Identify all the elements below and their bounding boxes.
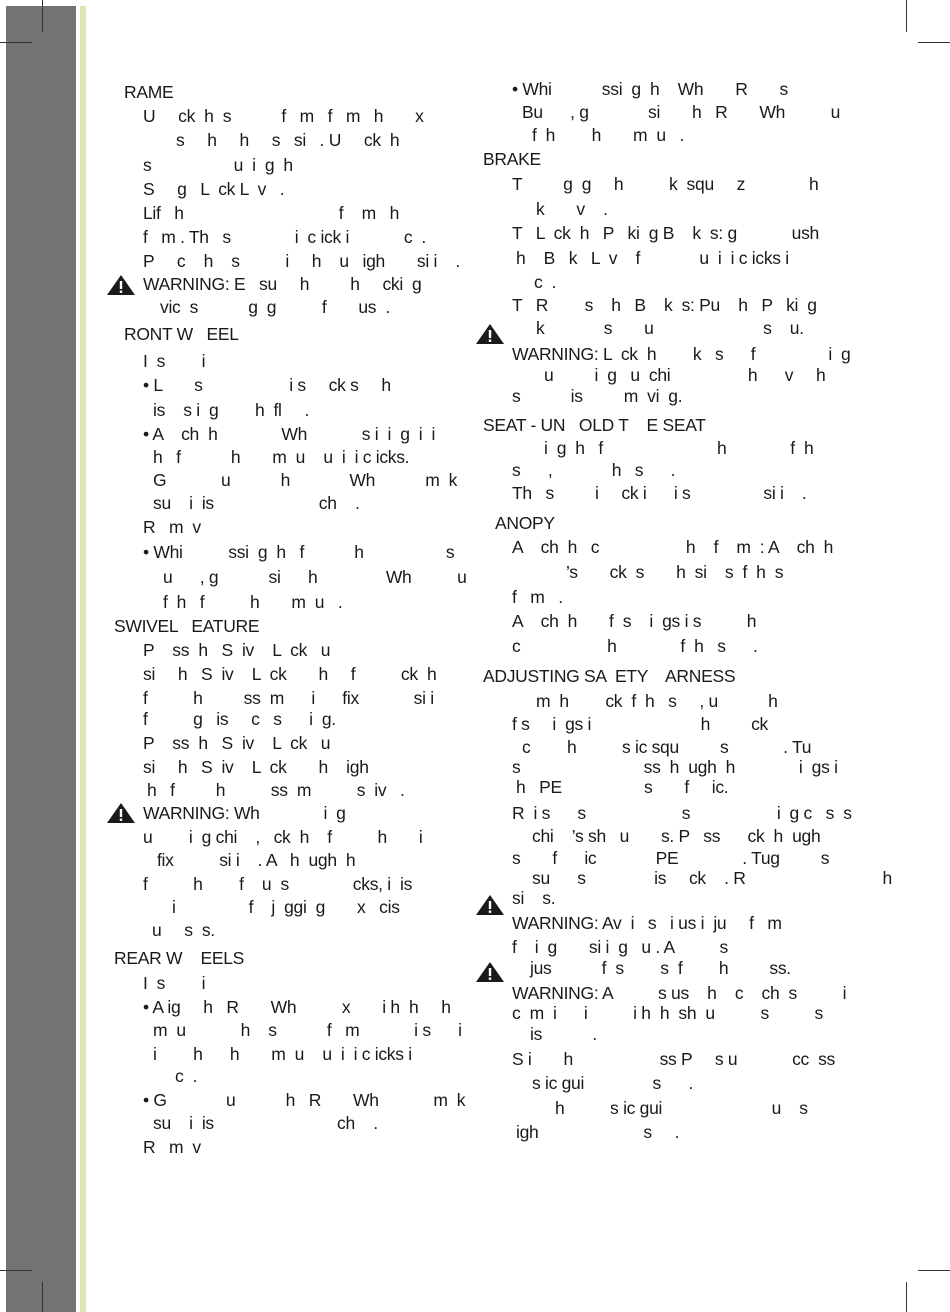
rear-wheels-line: • G u h R Wh m k (143, 1090, 466, 1110)
swivel-heading: SWIVEL EATURE (114, 616, 260, 636)
frame-line: U ck h s f m f m h x (143, 106, 424, 126)
crop-mark (906, 0, 907, 32)
canopy-line: ’s ck s h si s f h s (566, 562, 784, 582)
crop-mark (0, 1270, 32, 1271)
rear-wheels-line: I s i (143, 973, 206, 993)
seat-line: s , h s . (512, 460, 676, 480)
warning-text: WARNING: Wh i g (143, 803, 346, 823)
warning-triangle-icon (475, 961, 505, 983)
front-wheel-line: G u h Wh m k (153, 470, 458, 490)
seat-line: Th s i ck i i s si i . (512, 483, 807, 503)
swivel-line: P ss h S iv L ck u (143, 733, 331, 753)
rear-wheels-cont-line: Bu , g si h R Wh u (522, 102, 841, 122)
swivel-line: f h ss m i fix si i (143, 688, 434, 708)
harness-line: h PE s f ic. (516, 777, 729, 797)
front-wheel-heading: RONT W EEL (124, 324, 239, 344)
rear-wheels-line: • A ig h R Wh x i h h h (143, 997, 451, 1017)
frame-heading: RAME (124, 82, 174, 102)
canopy-line: A ch h f s i gs i s h (512, 611, 757, 631)
crop-mark (42, 0, 43, 32)
rear-wheels-heading: REAR W EELS (114, 948, 244, 968)
crop-mark (918, 42, 950, 43)
frame-line: s h h s si . U ck h (176, 130, 400, 150)
canopy-line: f m . (512, 587, 563, 607)
crop-mark (42, 1282, 43, 1312)
warning-triangle-icon (475, 323, 505, 345)
harness-line: f s i gs i h ck (512, 714, 769, 734)
front-wheel-line: • A ch h Wh s i i g i i (143, 424, 436, 444)
canopy-heading: ANOPY (495, 513, 555, 533)
front-wheel-line: su i is ch . (153, 493, 360, 513)
page-edge-accent (80, 6, 86, 1312)
warning-text: f i g si i g u . A s (512, 937, 728, 957)
warning-text: i f j ggi g x cis (172, 897, 400, 917)
brake-line: c . (534, 272, 557, 292)
crop-mark (0, 42, 32, 43)
rear-wheels-cont-line: • Whi ssi g h Wh R s (512, 79, 788, 99)
page-edge-bar (6, 6, 76, 1312)
brake-line: k v . (536, 199, 608, 219)
warning-triangle-icon (106, 274, 136, 296)
seat-line: i g h f h f h (544, 438, 814, 458)
harness-line: chi ’s sh u s. P ss ck h ugh (532, 826, 821, 846)
harness-line: su s is ck . R h (532, 868, 892, 888)
front-wheel-line: h f h m u u i i c icks. (153, 447, 410, 467)
swivel-line: P ss h S iv L ck u (143, 640, 331, 660)
warning-triangle-icon (475, 894, 505, 916)
warning-text: c m i i i h h sh u s s (512, 1003, 823, 1023)
rear-wheels-line: su i is ch . (153, 1113, 378, 1133)
brake-line: T L ck h P ki g B k s: g ush (512, 223, 819, 243)
warning-text: igh s . (516, 1122, 680, 1142)
rear-wheels-line: m u h s f m i s i (153, 1020, 462, 1040)
warning-text: s ic gui s . (532, 1073, 693, 1093)
warning-text: u s s. (152, 920, 215, 940)
frame-line: S g L ck L v . (143, 179, 285, 199)
rear-wheels-line: c . (175, 1066, 198, 1086)
frame-line: f m . Th s i c ick i c . (143, 227, 426, 247)
brake-line: T R s h B k s: Pu h P ki g (512, 295, 817, 315)
harness-line: m h ck f h s , u h (536, 691, 778, 711)
frame-line: P c h s i h u igh si i . (143, 251, 460, 271)
brake-heading: BRAKE (483, 149, 541, 169)
warning-text: u i g chi , ck h f h i (143, 827, 423, 847)
seat-heading: SEAT - UN OLD T E SEAT (483, 415, 706, 435)
harness-line: s ss h ugh h i gs i (512, 757, 838, 777)
warning-text: fix si i . A h ugh h (157, 850, 356, 870)
crop-mark (906, 1282, 907, 1312)
front-wheel-line: u , g si h Wh u (163, 567, 467, 587)
harness-heading: ADJUSTING SA ETY ARNESS (483, 666, 736, 686)
canopy-line: c h f h s . (512, 636, 758, 656)
frame-line: Lif h f m h (143, 203, 400, 223)
warning-text: WARNING: E su h h cki g (143, 274, 422, 294)
warning-text: S i h ss P s u cc ss (512, 1049, 836, 1069)
warning-text: jus f s s f h ss. (530, 958, 791, 978)
warning-text: h s ic gui u s (555, 1098, 808, 1118)
warning-text: WARNING: L ck h k s f i g (512, 344, 851, 364)
swivel-line: si h S iv L ck h igh (143, 757, 369, 777)
warning-text: f h f u s cks, i is (143, 874, 413, 894)
warning-text: WARNING: A s us h c ch s i (512, 983, 847, 1003)
rear-wheels-line: R m v (143, 1137, 201, 1157)
warning-triangle-icon (106, 802, 136, 824)
swivel-line: si h S iv L ck h f ck h (143, 664, 437, 684)
front-wheel-line: I s i (143, 351, 206, 371)
front-wheel-line: • Whi ssi g h f h s (143, 542, 455, 562)
rear-wheels-cont-line: f h h m u . (532, 125, 685, 145)
harness-line: c h s ic squ s . Tu (522, 737, 812, 757)
swivel-line: h f h ss m s iv . (147, 780, 405, 800)
warning-text: is . (530, 1024, 597, 1044)
front-wheel-line: is s i g h fl . (153, 400, 310, 420)
warning-text: s is m vi g. (512, 386, 683, 406)
front-wheel-line: R m v (143, 517, 201, 537)
rear-wheels-line: i h h m u u i i c icks i (153, 1044, 412, 1064)
crop-mark (918, 1270, 950, 1271)
brake-line: k s u s u. (536, 318, 804, 338)
harness-line: si s. (512, 888, 556, 908)
warning-text: u i g u chi h v h (544, 365, 826, 385)
brake-line: T g g h k squ z h (512, 174, 819, 194)
harness-line: R i s s s i g c s s (512, 803, 852, 823)
front-wheel-line: f h f h m u . (163, 592, 343, 612)
warning-text: WARNING: Av i s i us i ju f m (512, 913, 782, 933)
swivel-line: f g is c s i g. (143, 709, 336, 729)
brake-line: h B k L v f u i i c icks i (516, 248, 789, 268)
frame-line: s u i g h (143, 155, 293, 175)
front-wheel-line: • L s i s ck s h (143, 375, 391, 395)
canopy-line: A ch h c h f m : A ch h (512, 537, 834, 557)
warning-text: vic s g g f us . (160, 297, 390, 317)
harness-line: s f ic PE . Tug s (512, 848, 830, 868)
